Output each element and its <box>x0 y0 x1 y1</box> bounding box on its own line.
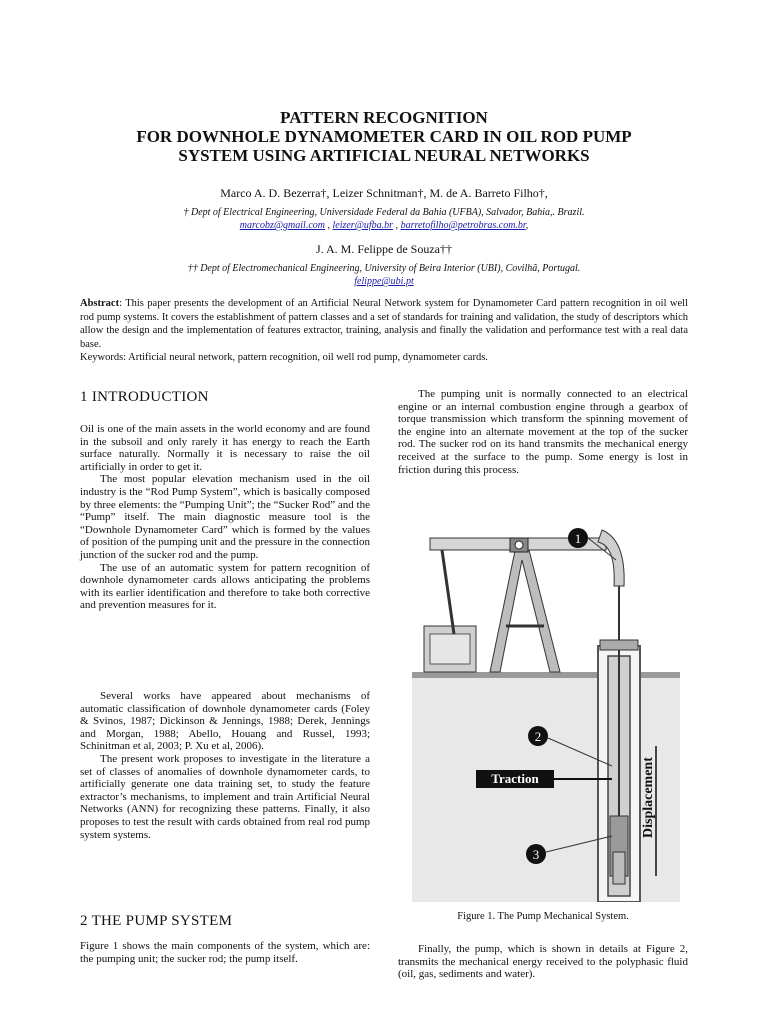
title-line-2: FOR DOWNHOLE DYNAMOMETER CARD IN OIL ROD PUMP <box>136 127 632 146</box>
left-column-pump <box>80 940 370 965</box>
abstract-label: Abstract <box>80 298 120 309</box>
label-1: 1 <box>574 531 582 546</box>
section-1-heading: 1 INTRODUCTION <box>80 389 209 405</box>
pump-plunger <box>613 852 625 884</box>
abstract <box>80 297 688 365</box>
right-paragraph-2: Finally, the pump, which is shown in details at Figure 2, transmits the mechanical energy received to the polyphasic fluid (oil, gas, sediments and water). <box>398 943 688 981</box>
authors-line-1: Marco A. D. Bezerra†, Leizer Schnitman†, M. de A. Barreto Filho†, <box>220 186 548 200</box>
traction-label: Traction <box>491 771 539 786</box>
bearing-pin <box>515 541 523 549</box>
left-column-works <box>80 690 370 841</box>
intro-paragraph-2: The most popular elevation mechanism used in the oil industry is the “Rod Pump System”, which is basically composed by three elements: the “Pumping Unit”; the “Sucker Rod” and the “Pump” itself. The main diagnostic measure tool is the “Downhole Dynamometer Card” which is formed by the values of position of the pumping unit and the pressure in the connection junction of the sucker rod and the pump. <box>80 473 370 561</box>
title-line-1: PATTERN RECOGNITION <box>280 108 488 127</box>
right-column-bottom <box>398 943 688 981</box>
section-2-heading: 2 THE PUMP SYSTEM <box>80 913 233 929</box>
label-2: 2 <box>534 729 542 744</box>
email-link-3[interactable]: barretofilho@petrobras.com.br <box>400 220 526 231</box>
wellhead <box>600 640 638 650</box>
intro-paragraph-3: The use of an automatic system for pattern recognition of downhole dynamometer cards allows anticipating the problems with its earlier identification and therefore to take both corrective and prevention measures for it. <box>80 561 370 612</box>
emails-1: marcobz@gmail.com , leizer@ufba.br , barretofilho@petrobras.com.br, <box>239 220 529 231</box>
pump-paragraph-1: Figure 1 shows the main components of the system, which are: the pumping unit; the sucker rod; the pump itself. <box>80 940 370 965</box>
right-paragraph-1: The pumping unit is normally connected to an electrical engine or an internal combustion engine through a gearbox of torque transmission which transform the spinning movement of the engine into an alternate movement at the top of the sucker rod. The sucker rod on its hand transmits the mechanical energy received at the surface to the pump. Some energy is lost in friction during this process. <box>398 388 688 476</box>
horse-head <box>598 530 624 586</box>
pump-system-figure <box>412 516 680 902</box>
displacement-label: Displacement <box>641 757 656 838</box>
abstract-text: : This paper presents the development of an Artificial Neural Network system for Dynamometer Card pattern recognition in oil well rod pump systems. It covers the establishment of pattern classes and a set of standards for training and validation, the study of descriptors which allow the design and the implementation of features extractor, training, analysis and finally the validation and performance test with a real data base. <box>80 298 688 350</box>
email-link-4[interactable]: felippe@ubi.pt <box>354 276 414 287</box>
left-column-intro <box>80 423 370 612</box>
gearbox <box>430 634 470 664</box>
intro-paragraph-5: The present work proposes to investigate in the literature a set of classes of anomalies of downhole dynamometer cards, to artificially generate one data training set, to study the feature extractor’s mechanisms, to implement and train Artificial Neural Networks (ANN) for recognizing these patterns. Finally, it also proposes to test the result with cards obtained from real rod pump system systems. <box>80 752 370 841</box>
paper-title <box>60 108 708 165</box>
samson-post <box>490 546 560 672</box>
figure-caption: Figure 1. The Pump Mechanical System. <box>457 911 629 922</box>
email-2-wrap <box>60 275 708 288</box>
keywords: Keywords: Artificial neural network, pattern recognition, oil well rod pump, dynamometer cards. <box>80 352 488 363</box>
email-link-1[interactable]: marcobz@gmail.com <box>239 220 325 231</box>
affiliation-2: †† Dept of Electromechanical Engineering, University of Beira Interior (UBI), Covilhã, Portugal. <box>187 263 581 274</box>
title-line-3: SYSTEM USING ARTIFICIAL NEURAL NETWORKS <box>178 146 590 165</box>
label-3: 3 <box>532 847 540 862</box>
authors-line-2: J. A. M. Felippe de Souza†† <box>316 242 452 256</box>
intro-paragraph-1: Oil is one of the main assets in the world economy and are found in the subsoil and only rarely it has energy to reach the Earth surface naturally. Normally it is necessary to raise the oil artificially in order to get it. <box>80 423 370 473</box>
pitman-arm <box>442 550 454 634</box>
affiliation-1: † Dept of Electrical Engineering, Universidade Federal da Bahia (UFBA), Salvador, Bahia,. Brazil. <box>183 207 585 218</box>
intro-paragraph-4: Several works have appeared about mechanisms of automatic classification of downhole dynamometer cards (Foley & Svinos, 1987; Dickinson & Jennings, 1988; Derek, Jennings and Morgan, 1988; Abello, Houang and Russel, 1993; Schinitman et al, 2003; P. Xu et al, 2006). <box>80 690 370 753</box>
right-column-top <box>398 388 688 476</box>
email-link-2[interactable]: leizer@ufba.br <box>332 220 394 231</box>
